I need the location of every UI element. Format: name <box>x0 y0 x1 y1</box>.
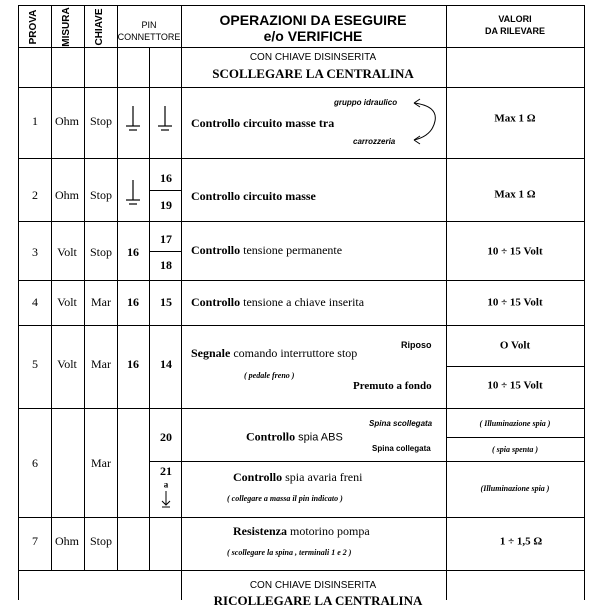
row4-misura: Volt <box>57 295 77 309</box>
row1-prova: 1 <box>32 114 38 128</box>
row4-operation: Controllo tensione a chiave inserita <box>191 295 365 309</box>
row6-pin-a: 20 <box>160 430 172 444</box>
row-divider <box>18 408 584 409</box>
row7-operation: Resistenza motorino pompa <box>233 524 370 538</box>
ground-icon <box>123 106 143 136</box>
row2-misura: Ohm <box>55 188 79 202</box>
row-divider <box>18 325 584 326</box>
row2-value: Max 1 Ω <box>494 188 536 201</box>
row4-chiave: Mar <box>91 295 111 309</box>
row3-misura: Volt <box>57 245 77 259</box>
pin-subdivider <box>149 190 181 191</box>
row3-prova: 3 <box>32 245 38 259</box>
row4-prova: 4 <box>32 295 38 309</box>
row6-operation-b: Controllo spia avaria freni <box>233 470 363 484</box>
header-pin: PIN <box>141 20 157 30</box>
table-border-right <box>584 5 585 600</box>
value-subdivider <box>446 366 584 367</box>
row6-pin-b: 21 <box>160 464 172 478</box>
row5-misura: Volt <box>57 357 77 371</box>
row4-pin-1: 16 <box>127 295 139 309</box>
row3-pin-b: 18 <box>160 258 172 272</box>
row5-prova: 5 <box>32 357 38 371</box>
table-border-top <box>18 5 584 6</box>
row4-pin-2: 15 <box>160 295 172 309</box>
header-verifiche: e/o VERIFICHE <box>263 28 363 44</box>
row1-value: Max 1 Ω <box>494 112 536 125</box>
section-top-title: SCOLLEGARE LA CENTRALINA <box>212 66 414 81</box>
ground-icon <box>155 106 175 136</box>
row-divider <box>18 47 584 48</box>
column-divider <box>84 5 85 570</box>
row2-prova: 2 <box>32 188 38 202</box>
column-divider <box>117 5 118 570</box>
row-divider <box>18 570 584 571</box>
row6-value-a2: ( spia spenta ) <box>492 445 538 454</box>
table-border-left <box>18 5 19 600</box>
row6-note-b: ( collegare a massa il pin indicato ) <box>227 494 343 503</box>
pin-subdivider <box>149 251 181 252</box>
ground-icon <box>160 491 172 511</box>
header-misura: MISURA <box>61 7 72 47</box>
row1-note-bottom: carrozzeria <box>353 137 396 146</box>
row-divider <box>18 517 584 518</box>
header-connettore: CONNETTORE <box>117 32 181 42</box>
row7-value: 1 ÷ 1,5 Ω <box>499 535 543 548</box>
row5-value-riposo: O Volt <box>499 339 531 352</box>
row1-chiave: Stop <box>89 114 113 128</box>
section-bottom-subtitle: CON CHIAVE DISINSERITA <box>249 580 377 591</box>
row6-state-collegata: Spina collegata <box>372 444 431 453</box>
row1-operation: Controllo circuito masse tra <box>191 116 335 130</box>
row1-misura: Ohm <box>55 114 79 128</box>
row5-chiave: Mar <box>91 357 111 371</box>
header-chiave: CHIAVE <box>94 8 105 46</box>
row5-pin-1: 16 <box>127 357 139 371</box>
row6-value-b: (Illuminazione spia ) <box>480 484 550 493</box>
column-divider <box>149 47 150 570</box>
row2-pin-a: 16 <box>160 171 172 185</box>
row-divider <box>18 280 584 281</box>
row6-value-a1: ( Illuminazione spia ) <box>479 419 551 428</box>
row-divider <box>18 158 584 159</box>
ground-icon <box>123 180 143 210</box>
row2-pin-b: 19 <box>160 198 172 212</box>
row7-misura: Ohm <box>55 534 79 548</box>
row7-prova: 7 <box>32 534 38 548</box>
sub-row-divider <box>149 461 584 462</box>
row5-pin-2: 14 <box>160 357 172 371</box>
double-arrow-icon <box>408 96 438 146</box>
row3-operation: Controllo tensione permanente <box>191 243 343 257</box>
column-divider <box>181 5 182 600</box>
row3-value: 10 ÷ 15 Volt <box>487 245 543 258</box>
column-divider <box>51 5 52 570</box>
row5-operation: Segnale comando interruttore stop <box>191 346 358 360</box>
column-divider <box>446 5 447 600</box>
row-divider <box>18 221 584 222</box>
row6-state-scollegata: Spina scollegata <box>369 419 433 428</box>
row7-note: ( scollegare la spina , terminali 1 e 2 ) <box>227 548 352 557</box>
header-prova: PROVA <box>28 9 39 45</box>
row7-chiave: Stop <box>89 534 113 548</box>
value-subdivider <box>446 437 584 438</box>
header-valori: VALORI <box>498 14 532 24</box>
row1-note-top: gruppo idraulico <box>334 98 398 107</box>
header-operazioni: OPERAZIONI DA ESEGUIRE <box>219 12 407 28</box>
row5-state-premuto: Premuto a fondo <box>353 380 432 392</box>
row3-pin-1: 16 <box>127 245 139 259</box>
row4-value: 10 ÷ 15 Volt <box>487 296 543 309</box>
row5-state-riposo: Riposo <box>401 340 432 350</box>
row6-prova: 6 <box>32 456 38 470</box>
row-divider <box>18 87 584 88</box>
row5-value-premuto: 10 ÷ 15 Volt <box>487 379 543 392</box>
row6-operation-a: Controllo spia ABS <box>246 429 343 444</box>
section-bottom-title: RICOLLEGARE LA CENTRALINA <box>213 593 423 608</box>
header-da-rilevare: DA RILEVARE <box>484 26 546 36</box>
section-top-subtitle: CON CHIAVE DISINSERITA <box>249 52 377 63</box>
row6-pin-b-sub: a <box>163 479 169 490</box>
row2-operation: Controllo circuito masse <box>191 189 316 203</box>
row2-chiave: Stop <box>89 188 113 202</box>
row3-chiave: Stop <box>89 245 113 259</box>
row6-chiave: Mar <box>91 456 111 470</box>
row3-pin-a: 17 <box>160 232 172 246</box>
row5-note: ( pedale freno ) <box>244 371 295 380</box>
